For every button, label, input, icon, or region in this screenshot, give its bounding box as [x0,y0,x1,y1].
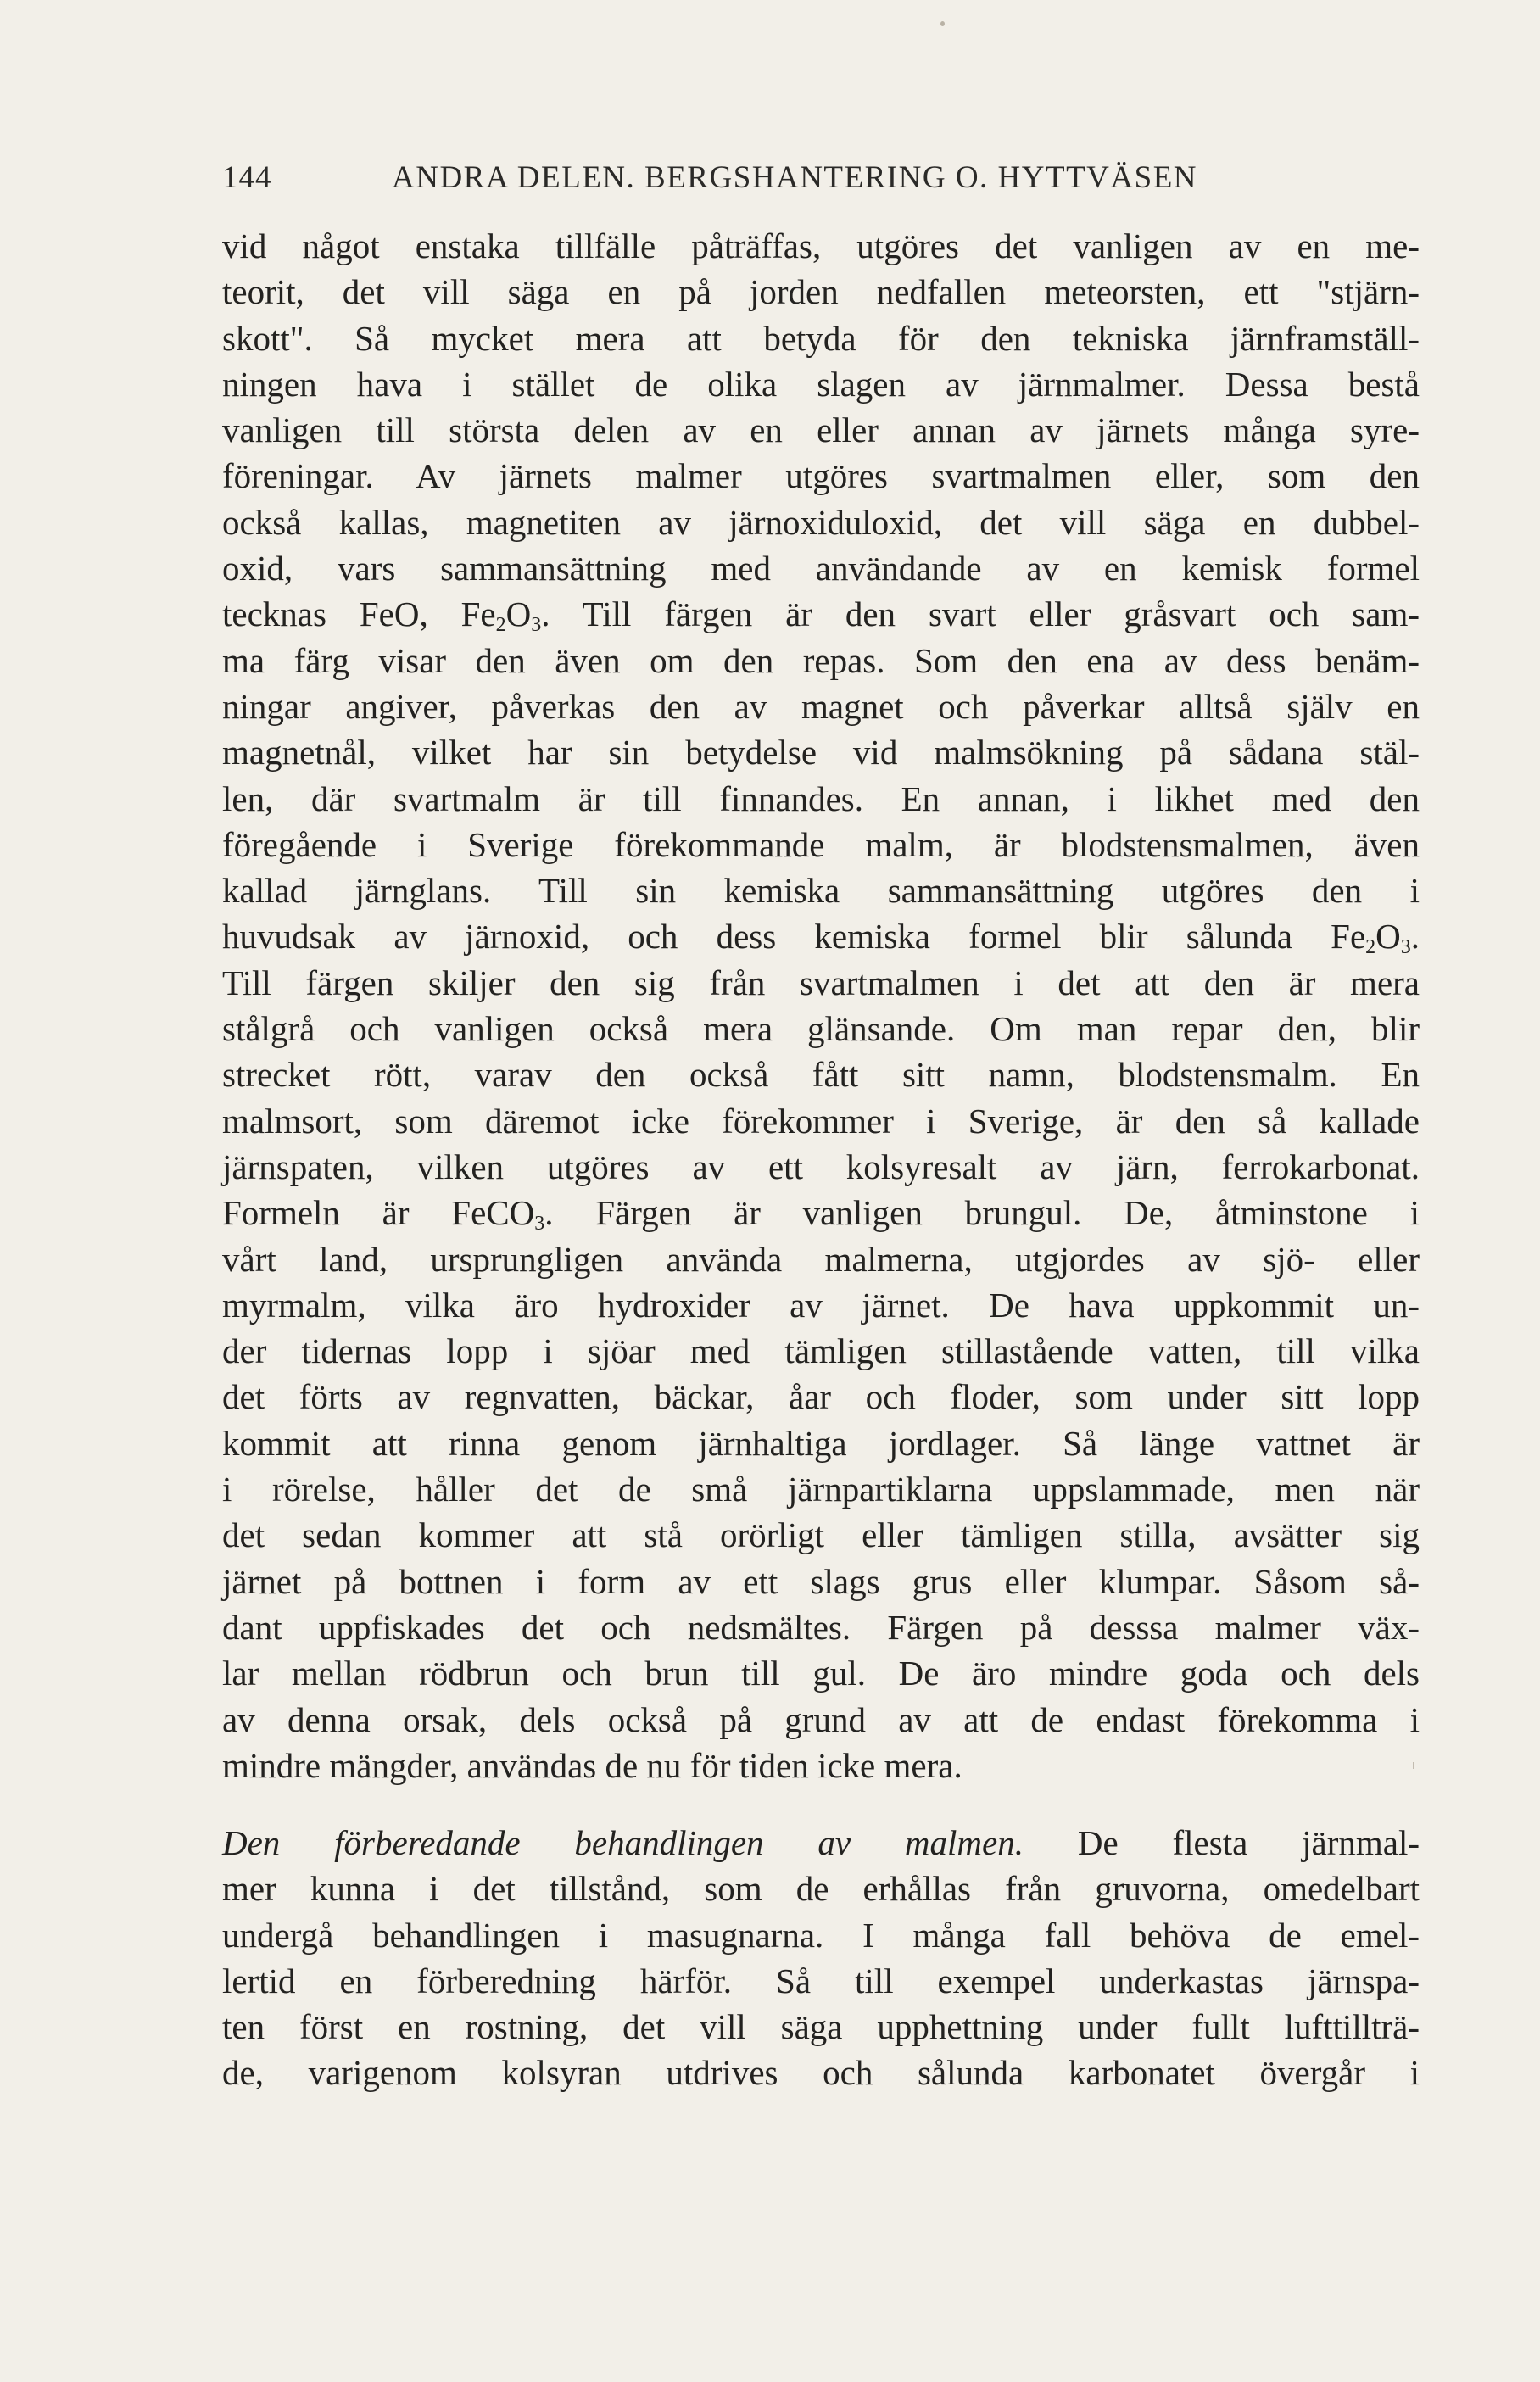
text-fragment: ma färg visar den även om den repas. Som den ena av dess benäm- [222,640,1420,680]
section-heading: Den förberedande behandlingen av malmen. [222,1823,1024,1862]
text-fragment: magnetnål, vilket har sin betydelse vid malmsökning på sådana stäl- [222,733,1420,773]
text-fragment: vårt land, ursprungligen använda malmerna, utgjordes av sjö- eller [222,1239,1420,1279]
text-fragment: Formeln är FeCO [222,1193,535,1233]
text-line [222,867,1420,913]
text-fragment: vid något enstaka tillfälle påträffas, utgöres det vanligen av en me- [222,226,1420,265]
margin-mark [1413,1762,1414,1769]
text-fragment: järnet på bottnen i form av ett slags grus eller klumpar. Såsom så- [222,1561,1420,1601]
text-line [222,1743,1420,1788]
text-fragment: myrmalm, vilka äro hydroxider av järnet. De hava uppkommit un- [222,1285,1420,1325]
text-line: ten först en rostning, det vill säga upphettning under fullt lufttillträ- [222,2007,1420,2047]
text-line [222,1604,1420,1650]
paragraph-preparation [222,1820,1420,2096]
text-fragment: teorit, det vill säga en på jorden nedfallen meteorsten, ett "stjärn- [222,272,1420,312]
text-line [222,1697,1420,1743]
text-line: undergå behandlingen i masugnarna. I många fall behöva de emel- [222,1915,1420,1955]
text-fragment: De flesta järnmal- [1077,1823,1420,1862]
subscript: 3 [534,1213,545,1236]
text-fragment: ningen hava i stället de olika slagen av järnmalmer. Dessa bestå [222,364,1420,404]
text-line [222,1098,1420,1144]
text-line [222,499,1420,545]
text-fragment: der tidernas lopp i sjöar med tämligen stillastående vatten, till vilka [222,1331,1420,1371]
text-fragment: Till färgen skiljer den sig från svartmalmen i det att den är mera [222,962,1420,1002]
text-line [222,1650,1420,1696]
text-line [222,1328,1420,1374]
text-fragment: det förts av regnvatten, bäckar, åar och floder, som under sitt lopp [222,1377,1420,1417]
text-line [222,1006,1420,1052]
text-fragment: föregående i Sverige förekommande malm, är blodstensmalmen, även [222,824,1420,864]
text-fragment: O [1375,917,1401,957]
text-line [222,1820,1420,1866]
text-line [222,960,1420,1006]
text-line [222,1190,1420,1236]
text-line [222,1559,1420,1604]
subscript: 3 [531,614,542,637]
text-fragment: ningar angiver, påverkas den av magnet och påverkar alltså själv en [222,686,1420,726]
text-fragment: . [1410,917,1420,957]
text-line [222,269,1420,315]
text-fragment: tecknas FeO, Fe [222,594,496,634]
text-line [222,913,1420,959]
text-line [222,591,1420,637]
text-line [222,453,1420,499]
text-fragment: av denna orsak, dels också på grund av att de endast förekomma i [222,1699,1420,1739]
text-fragment: stålgrå och vanligen också mera glänsande. Om man repar den, blir [222,1009,1420,1049]
subscript: 2 [1365,936,1376,959]
text-line: lertid en förberedning härför. Så till exempel underkastas järnspa- [222,1961,1420,2000]
text-line [222,729,1420,775]
text-fragment: strecket rött, varav den också fått sitt namn, blodstensmalm. En [222,1055,1420,1095]
subscript: 2 [495,614,506,637]
page-header [222,159,1418,210]
text-line [222,683,1420,729]
text-fragment: järnspaten, vilken utgöres av ett kolsyresalt av järn, ferrokarbonat. [222,1146,1420,1186]
paper-speck [940,21,945,26]
running-title: ANDRA DELEN. BERGSHANTERING O. HYTTVÄSEN [392,160,1198,195]
text-fragment: kallad järnglans. Till sin kemiska sammansättning utgöres den i [222,871,1420,911]
text-fragment: mindre mängder, användas de nu för tiden icke mera. [222,1745,962,1785]
text-line [222,315,1420,361]
text-line [222,407,1420,453]
subscript: 3 [1400,936,1411,959]
text-fragment: föreningar. Av järnets malmer utgöres svartmalmen eller, som den [222,456,1420,496]
text-fragment: len, där svartmalm är till finnandes. En annan, i likhet med den [222,778,1420,818]
text-line [222,1052,1420,1097]
text-line [222,822,1420,867]
text-line [222,1466,1420,1512]
text-fragment: O [505,594,532,634]
page-number: 144 [222,160,272,195]
text-line [222,223,1420,269]
paragraph-iron-ores [222,223,1420,1788]
text-line [222,1512,1420,1558]
text-fragment: malmsort, som däremot icke förekommer i Sverige, är den så kallade [222,1101,1420,1141]
text-line [222,361,1420,407]
text-fragment: lar mellan rödbrun och brun till gul. De äro mindre goda och dels [222,1654,1420,1693]
text-fragment: skott". Så mycket mera att betyda för den tekniska järnframställ- [222,318,1420,358]
text-fragment: dant uppfiskades det och nedsmältes. Färgen på desssa malmer väx- [222,1607,1420,1647]
text-line [222,638,1420,683]
text-fragment: också kallas, magnetiten av järnoxiduloxid, det vill säga en dubbel- [222,502,1420,542]
text-line [222,1374,1420,1420]
text-line [222,1236,1420,1282]
text-line [222,1282,1420,1328]
text-fragment: vanligen till största delen av en eller annan av järnets många syre- [222,410,1420,450]
text-fragment: oxid, vars sammansättning med användande av en kemisk formel [222,549,1420,589]
text-line: mer kunna i det tillstånd, som de erhållas från gruvorna, omedelbart [222,1869,1420,1909]
text-fragment: huvudsak av järnoxid, och dess kemiska formel blir sålunda Fe [222,917,1366,957]
text-line [222,776,1420,822]
text-line [222,545,1420,591]
text-fragment: . Färgen är vanligen brungul. De, åtminstone i [544,1193,1420,1233]
text-fragment: kommit att rinna genom järnhaltiga jordlager. Så länge vattnet är [222,1423,1420,1463]
text-fragment: det sedan kommer att stå orörligt eller tämligen stilla, avsätter sig [222,1515,1420,1555]
text-line: de, varigenom kolsyran utdrives och sålunda karbonatet övergår i [222,2053,1420,2093]
text-line [222,1420,1420,1466]
text-fragment: . Till färgen är den svart eller gråsvart och sam- [541,594,1420,634]
text-line [222,1144,1420,1190]
text-fragment: i rörelse, håller det de små järnpartiklarna uppslammade, men när [222,1470,1420,1509]
